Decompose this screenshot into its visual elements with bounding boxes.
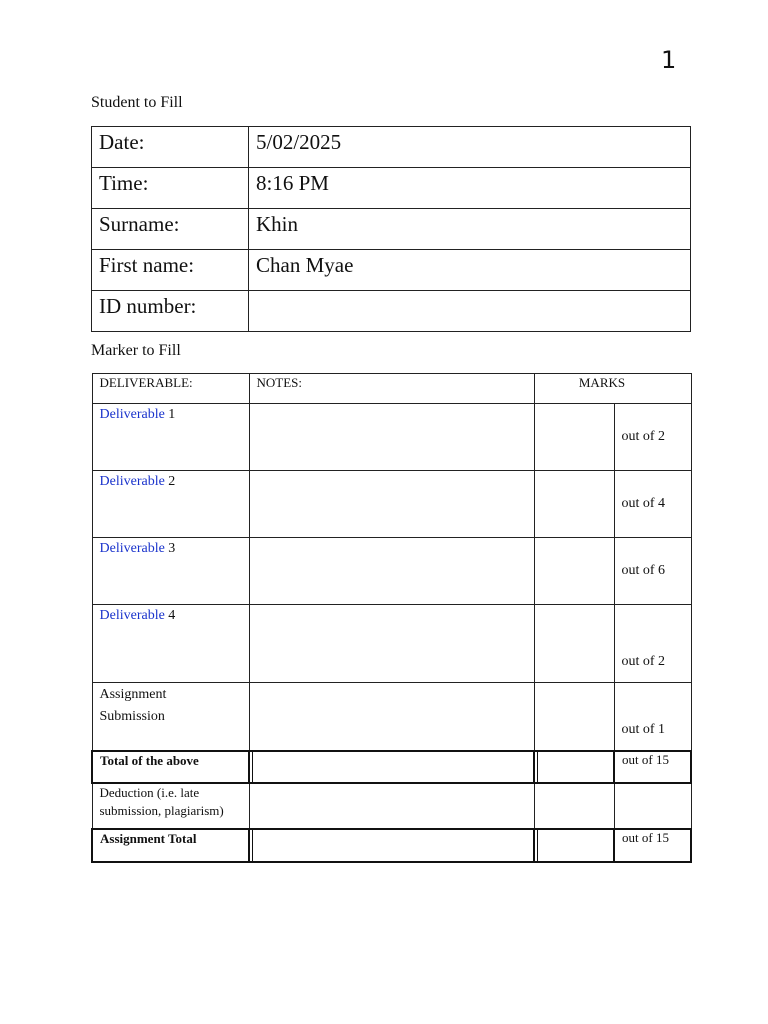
student-row-surname — [92, 209, 691, 250]
notes-cell[interactable] — [249, 783, 534, 829]
notes-header: NOTES: — [249, 374, 534, 404]
out-of-cell: out of 2 — [614, 605, 691, 683]
first-name-value[interactable]: Chan Myae — [249, 250, 691, 291]
student-info-table — [91, 126, 691, 332]
out-of-cell — [614, 783, 691, 829]
marks-cell[interactable] — [534, 829, 614, 862]
assignment-total-row — [92, 829, 691, 862]
notes-cell[interactable] — [249, 404, 534, 471]
deduction-line-2: submission, plagiarism) — [99, 803, 224, 818]
deliverable-name — [92, 471, 249, 538]
submission-name — [92, 683, 249, 752]
deliverable-name — [92, 404, 249, 471]
deliverable-row-4 — [92, 605, 691, 683]
out-of-cell: out of 6 — [614, 538, 691, 605]
deliverable-number: 1 — [168, 407, 176, 422]
notes-cell[interactable] — [249, 605, 534, 683]
assignment-total-label: Assignment Total — [92, 829, 249, 862]
marker-table — [91, 373, 692, 863]
out-of-cell: out of 1 — [614, 683, 691, 752]
deliverable-word: Deliverable — [99, 541, 165, 556]
deliverable-row-3 — [92, 538, 691, 605]
deliverable-number: 2 — [168, 474, 176, 489]
out-of-cell: out of 4 — [614, 471, 691, 538]
deliverable-row-1 — [92, 404, 691, 471]
marks-cell[interactable] — [534, 683, 614, 752]
submission-row — [92, 683, 691, 752]
out-of-cell: out of 15 — [614, 751, 691, 783]
marks-cell[interactable] — [534, 471, 614, 538]
deduction-line-1: Deduction (i.e. late — [99, 785, 200, 800]
deliverable-name — [92, 538, 249, 605]
deduction-label — [92, 783, 249, 829]
deliverable-number: 4 — [168, 608, 176, 623]
field-label: Date: — [92, 127, 249, 168]
notes-cell[interactable] — [249, 751, 534, 783]
notes-cell[interactable] — [249, 538, 534, 605]
total-label: Total of the above — [92, 751, 249, 783]
deliverable-row-2 — [92, 471, 691, 538]
total-row — [92, 751, 691, 783]
student-row-time — [92, 168, 691, 209]
marks-cell[interactable] — [534, 404, 614, 471]
marks-cell[interactable] — [534, 538, 614, 605]
notes-cell[interactable] — [249, 829, 534, 862]
date-value[interactable]: 5/02/2025 — [249, 127, 691, 168]
field-label: Surname: — [92, 209, 249, 250]
deduction-row — [92, 783, 691, 829]
deliverable-word: Deliverable — [99, 608, 165, 623]
out-of-cell: out of 2 — [614, 404, 691, 471]
deliverable-word: Deliverable — [99, 474, 165, 489]
notes-cell[interactable] — [249, 683, 534, 752]
deliverable-word: Deliverable — [99, 407, 165, 422]
student-row-date — [92, 127, 691, 168]
field-label: First name: — [92, 250, 249, 291]
time-value[interactable]: 8:16 PM — [249, 168, 691, 209]
submission-line-1: Assignment — [99, 687, 167, 702]
marker-header-row — [92, 374, 691, 404]
student-section-label: Student to Fill — [91, 94, 183, 111]
submission-line-2: Submission — [99, 709, 165, 724]
id-number-value[interactable] — [249, 291, 691, 332]
deliverable-name — [92, 605, 249, 683]
field-label: ID number: — [92, 291, 249, 332]
marks-header: MARKS — [534, 374, 691, 404]
student-row-first-name — [92, 250, 691, 291]
marks-cell[interactable] — [534, 751, 614, 783]
out-of-cell: out of 15 — [614, 829, 691, 862]
marks-cell[interactable] — [534, 605, 614, 683]
surname-value[interactable]: Khin — [249, 209, 691, 250]
marker-section-label: Marker to Fill — [91, 342, 181, 359]
page-number: 1 — [661, 46, 677, 74]
deliverable-header: DELIVERABLE: — [92, 374, 249, 404]
deliverable-number: 3 — [168, 541, 176, 556]
field-label: Time: — [92, 168, 249, 209]
notes-cell[interactable] — [249, 471, 534, 538]
marks-cell[interactable] — [534, 783, 614, 829]
student-row-id-number — [92, 291, 691, 332]
